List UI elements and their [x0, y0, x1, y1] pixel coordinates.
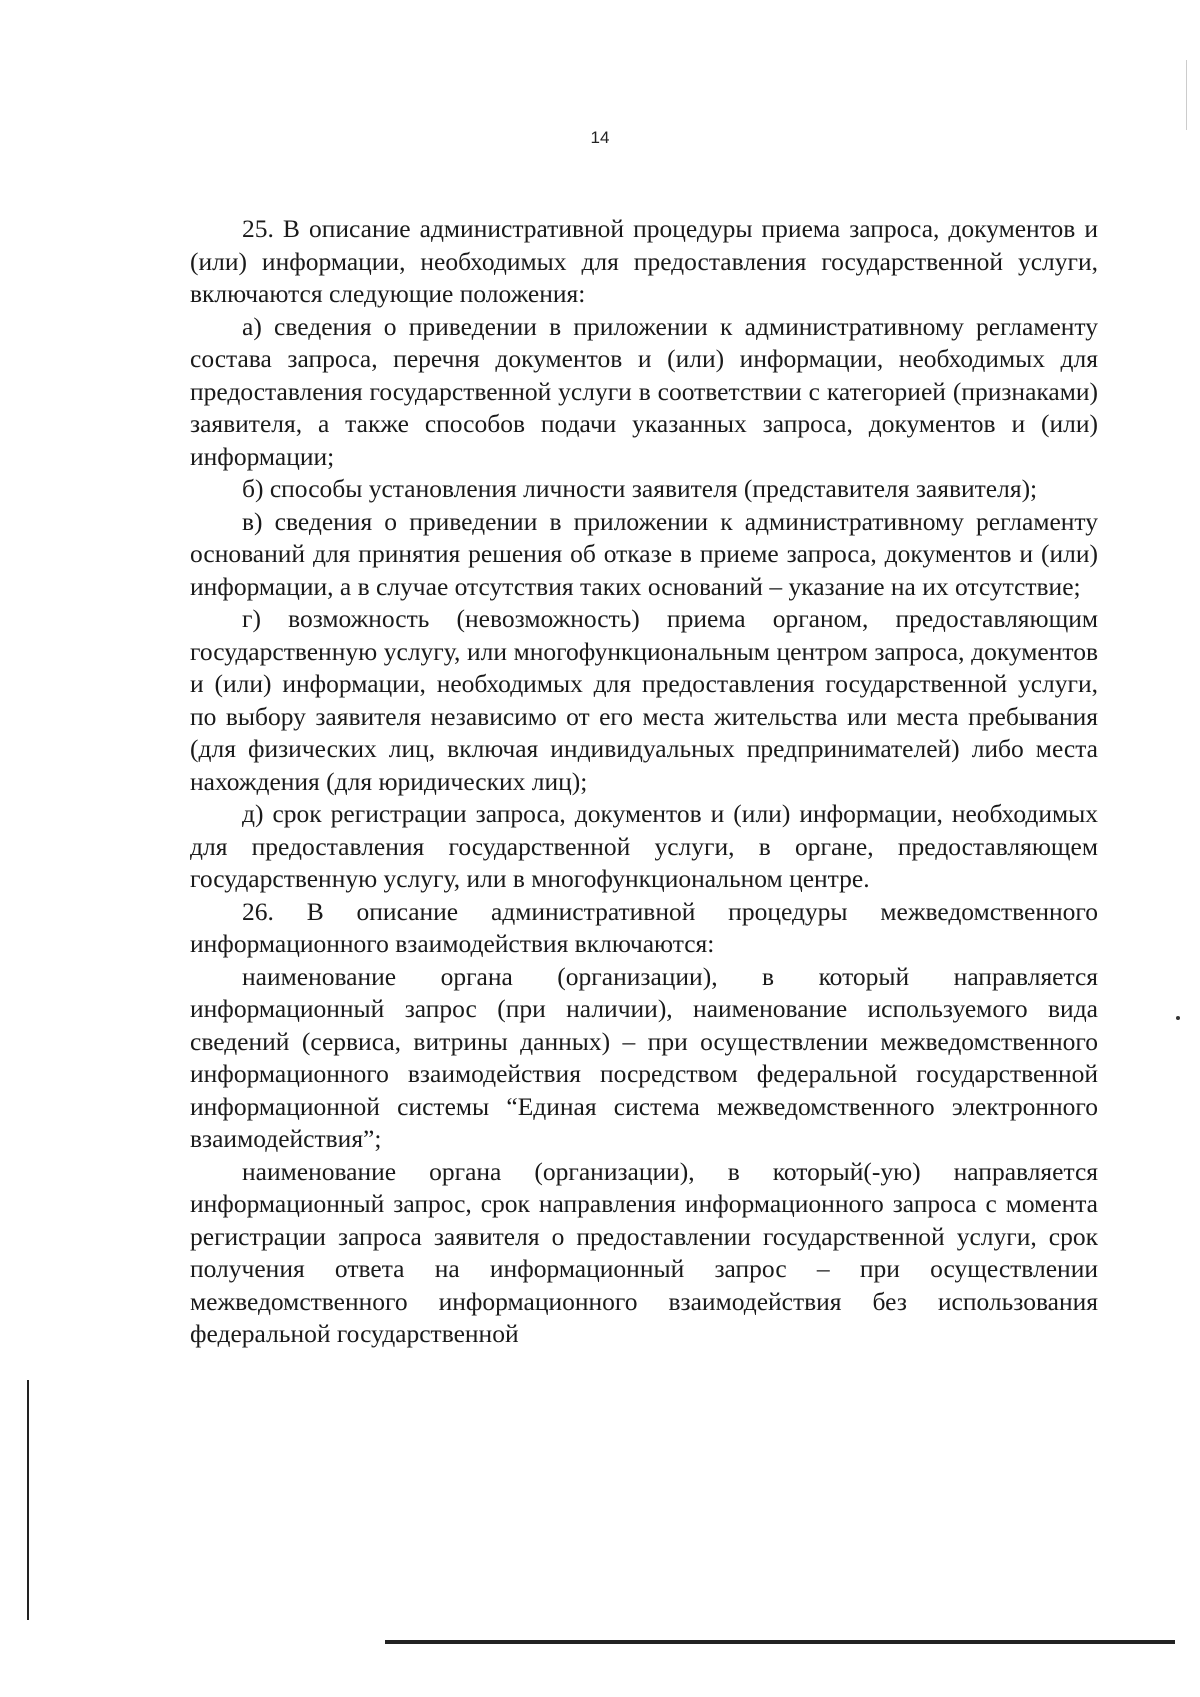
page-number: 14 — [590, 128, 610, 147]
paragraph-26-item-2: наименование органа (организации), в который(-ую) направляется информационный запрос, срок направления информационного запроса с момента регистрации запроса заявителя о предоставлении государственной услуги, срок получения ответа на информационный запрос – при осуществлении межведомственного информационного взаимодействия без использования федеральной государственной — [190, 1156, 1098, 1348]
paragraph-25-intro: 25. В описание административной процедуры приема запроса, документов и (или) информации, необходимых для предоставления государственной услуги, включаются следующие положения: — [190, 214, 1098, 308]
paragraph-item-d: д) срок регистрации запроса, документов и (или) информации, необходимых для предоставления государственной услуги, в органе, предоставляющем государственную услугу, или в многофункциональном центре. — [190, 799, 1098, 893]
paragraph-item-g: г) возможность (невозможность) приема органом, предоставляющим государственную услугу, или многофункциональным центром запроса, документов и (или) информации, необходимых для предоставления государственной услуги, по выбору заявителя независимо от его места жительства или места пребывания (для физических лиц, включая индивидуальных предпринимателей) либо места нахождения (для юридических лиц); — [190, 604, 1098, 796]
scan-edge-left — [27, 1380, 29, 1620]
paragraph-26-item-1: наименование органа (организации), в который направляется информационный запрос (при наличии), наименование используемого вида сведений (сервиса, витрины данных) – при осуществлении межведомственного информационного взаимодействия посредством федеральной государственной информационной системы “Единая система межведомственного электронного взаимодействия”; — [190, 961, 1098, 1153]
paragraph-26-intro: 26. В описание административной процедуры межведомственного информационного взаимодействия включаются: — [190, 896, 1098, 958]
paragraph-item-v: в) сведения о приведении в приложении к административному регламенту оснований для принятия решения об отказе в приеме запроса, документов и (или) информации, а в случае отсутствия таких оснований – указание на их отсутствие; — [190, 506, 1098, 601]
paragraph-item-b: б) способы установления личности заявителя (представителя заявителя); — [242, 474, 1038, 503]
scan-edge-bottom — [385, 1640, 1175, 1644]
paragraph-item-a: а) сведения о приведении в приложении к административному регламенту состава запроса, перечня документов и (или) информации, необходимых для предоставления государственной услуги в соответствии с категорией (признаками) заявителя, а также способов подачи указанных запроса, документов и (или) информации; — [190, 311, 1098, 471]
document-body — [190, 213, 1098, 1351]
scan-artifact-dot — [1176, 1016, 1180, 1020]
scan-artifact-tick — [1186, 60, 1187, 130]
